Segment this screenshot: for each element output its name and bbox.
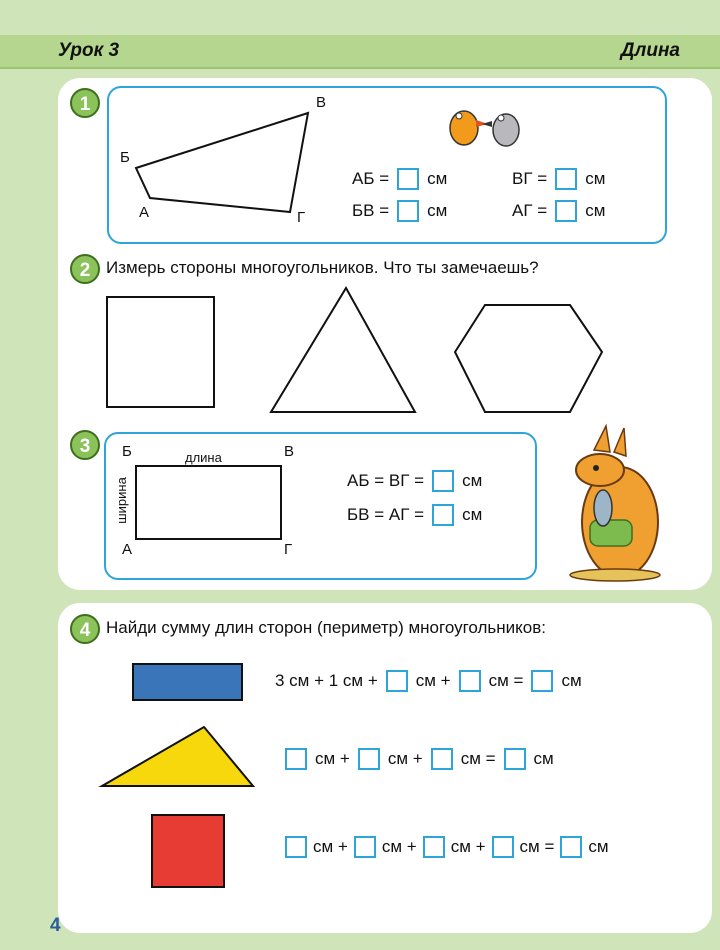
task1-vertex-b: Б <box>120 149 130 166</box>
task1-vertex-a: А <box>139 204 150 221</box>
task4-eq-blue: 3 см + 1 см + см + см = см <box>275 671 582 690</box>
task1-eq-bv: БВ = см <box>352 201 448 220</box>
task-number-1: 1 <box>70 88 100 118</box>
answer-box[interactable] <box>492 836 514 858</box>
answer-box[interactable] <box>423 836 445 858</box>
answer-box[interactable] <box>432 504 454 526</box>
lesson-title: Урок 3 <box>58 40 120 61</box>
task4-blue-rectangle <box>133 664 242 700</box>
answer-box[interactable] <box>504 748 526 770</box>
task2-hexagon <box>455 305 602 412</box>
task2-triangle <box>271 288 415 412</box>
answer-box[interactable] <box>431 748 453 770</box>
task3-width-label: ширина <box>113 477 129 524</box>
birds-illustration <box>450 111 519 146</box>
task4-red-square <box>152 815 224 887</box>
task2-square <box>107 297 214 407</box>
task-number-2: 2 <box>70 254 100 284</box>
answer-box[interactable] <box>397 200 419 222</box>
task4-eq-yellow: см + см + см = см <box>285 748 554 770</box>
answer-box[interactable] <box>531 670 553 692</box>
task1-quadrilateral <box>136 113 308 212</box>
answer-box[interactable] <box>285 836 307 858</box>
answer-box[interactable] <box>555 200 577 222</box>
task3-vertex-a: А <box>122 541 133 558</box>
task1-vertex-v: В <box>316 94 327 111</box>
task1-eq-ab: АБ = см <box>352 169 448 188</box>
topic-title: Длина <box>620 40 680 61</box>
task-number-3: 3 <box>70 430 100 460</box>
answer-box[interactable] <box>285 748 307 770</box>
task3-eq-2: БВ = АГ = см <box>347 505 483 524</box>
answer-box[interactable] <box>432 470 454 492</box>
answer-box[interactable] <box>397 168 419 190</box>
answer-box[interactable] <box>560 836 582 858</box>
answer-box[interactable] <box>358 748 380 770</box>
page-number: 4 <box>50 915 61 936</box>
task3-vertex-g: Г <box>284 541 293 558</box>
kangaroo-illustration <box>570 426 660 581</box>
task2-text: Измерь стороны многоугольников. Что ты замечаешь? <box>106 258 539 277</box>
task3-length-label: длина <box>185 450 222 465</box>
answer-box[interactable] <box>459 670 481 692</box>
answer-box[interactable] <box>555 168 577 190</box>
task4-yellow-triangle <box>102 727 253 786</box>
task1-eq-vg: ВГ = см <box>512 169 606 188</box>
task-number-4: 4 <box>70 614 100 644</box>
task1-vertex-g: Г <box>297 209 306 226</box>
task3-eq-1: АБ = ВГ = см <box>347 471 483 490</box>
task3-vertex-v: В <box>284 443 295 460</box>
task3-vertex-b: Б <box>122 443 132 460</box>
task4-eq-red: см + см + см + см = см <box>285 836 609 858</box>
answer-box[interactable] <box>386 670 408 692</box>
task1-eq-ag: АГ = см <box>512 201 606 220</box>
answer-box[interactable] <box>354 836 376 858</box>
task4-text: Найди сумму длин сторон (периметр) многоугольников: <box>106 618 546 637</box>
